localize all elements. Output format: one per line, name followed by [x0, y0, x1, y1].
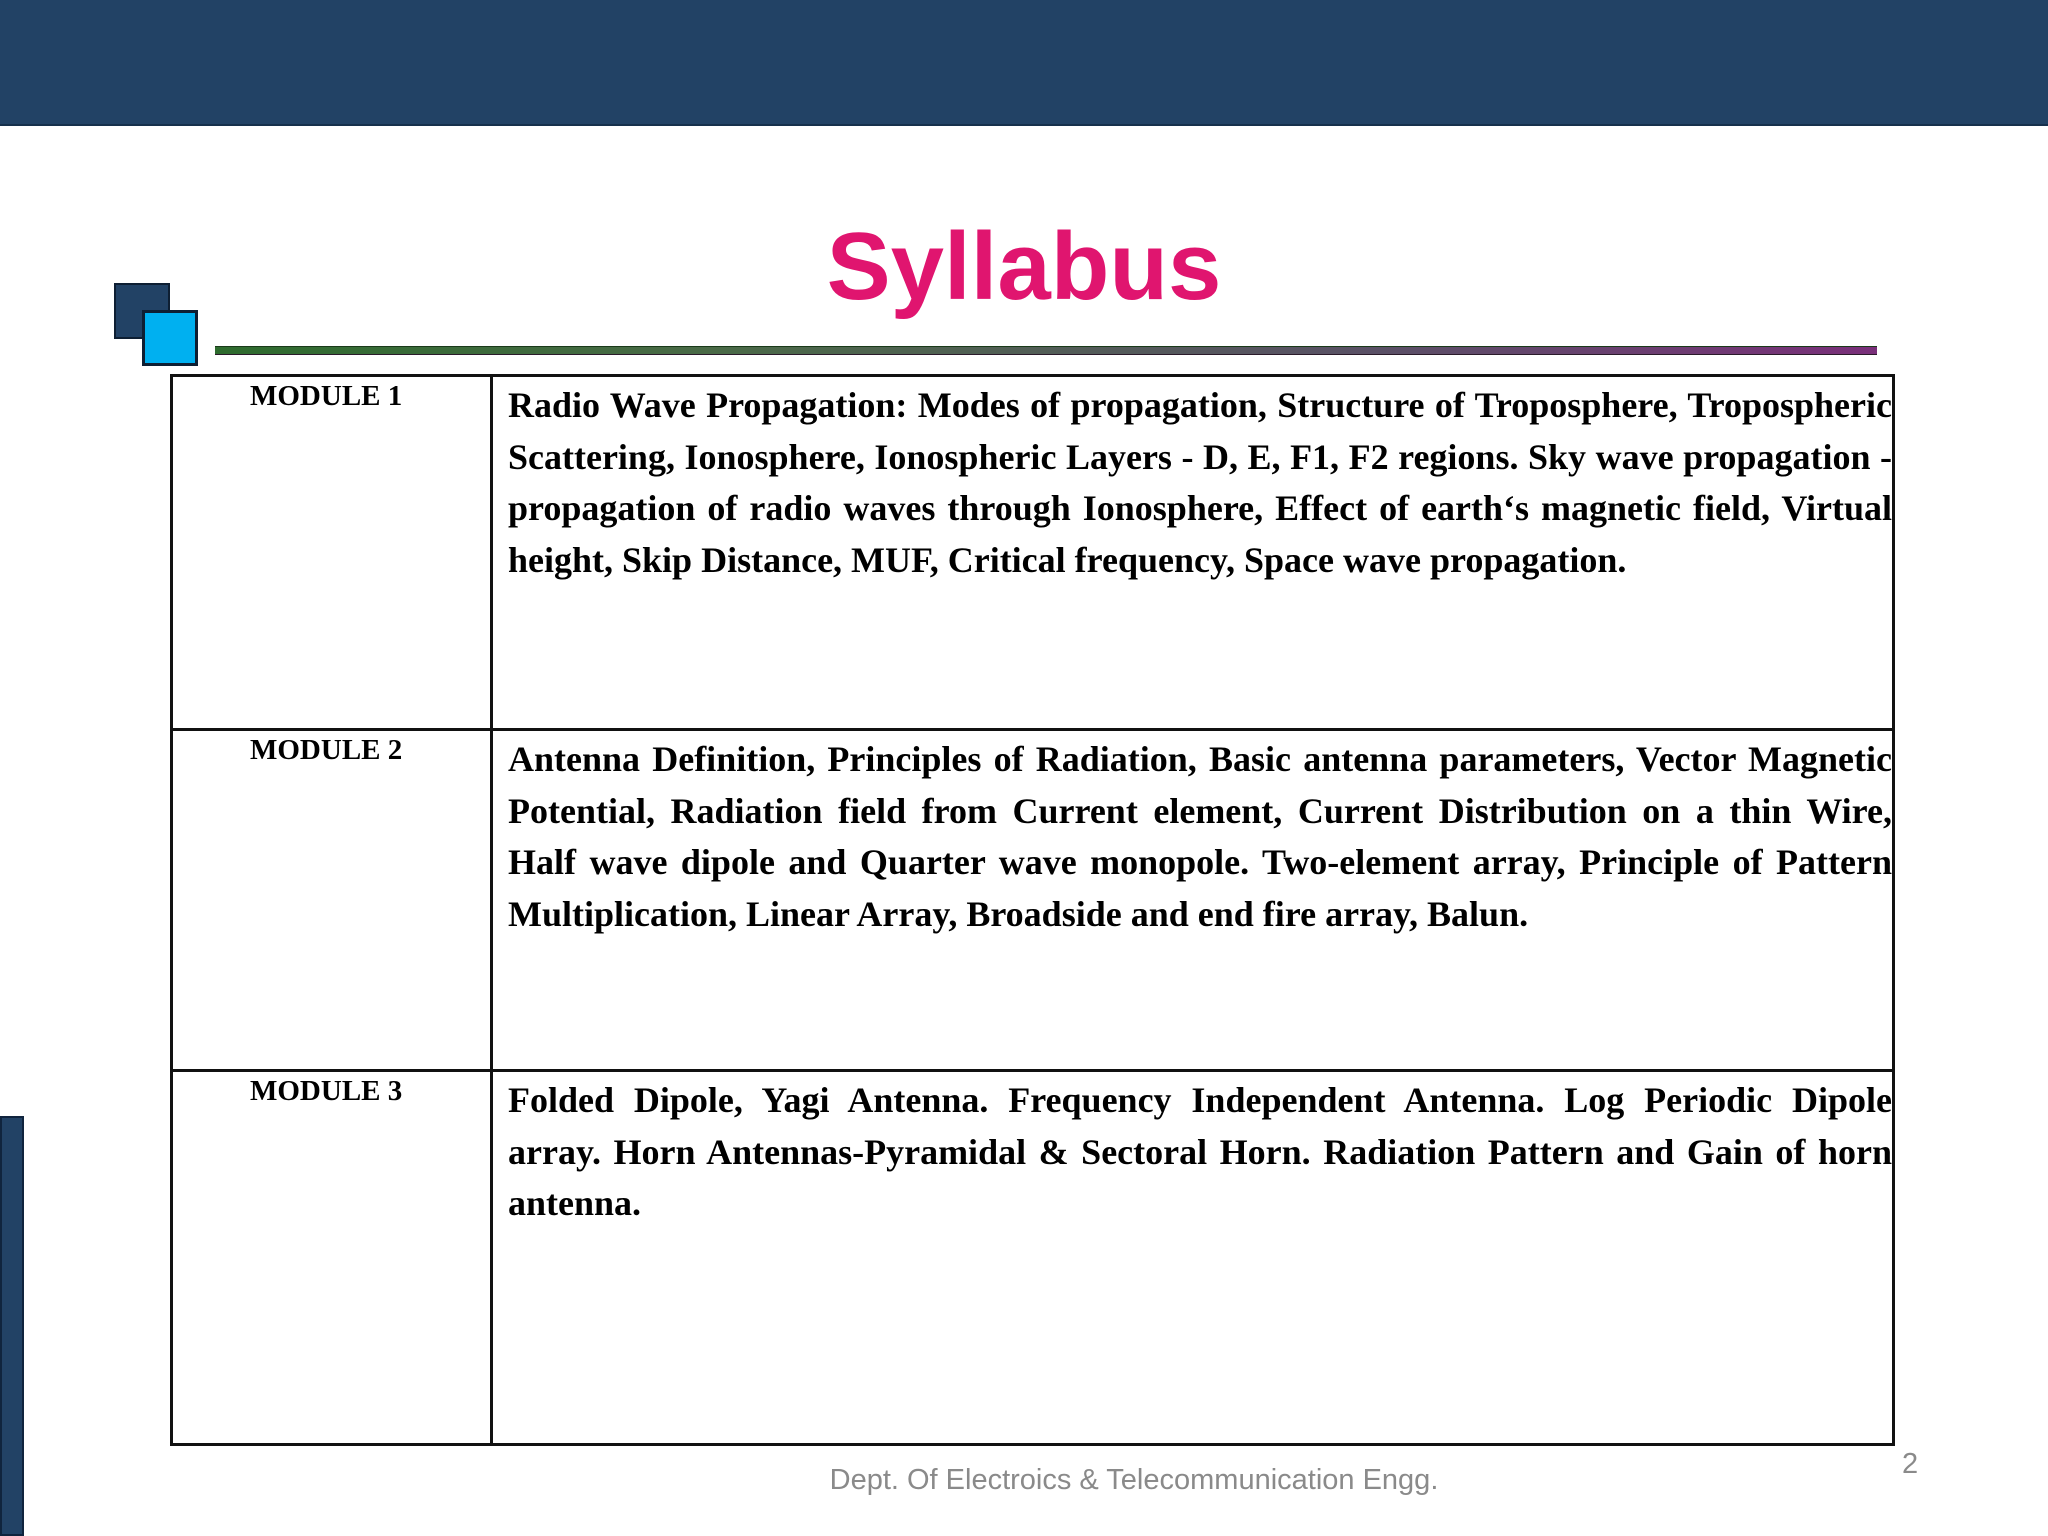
- title-divider: [215, 346, 1877, 355]
- module-label-cell: [172, 376, 492, 730]
- module-description: Folded Dipole, Yagi Antenna. Frequency Independent Antenna. Log Periodic Dipole array. Horn Antennas-Pyramidal & Sectoral Horn. Radiation Pattern and Gain of horn antenna.: [508, 1080, 1892, 1223]
- table-row: [172, 730, 1894, 1071]
- table-row: [172, 376, 1894, 730]
- header-bar: [0, 0, 2048, 126]
- table-row: [172, 1071, 1894, 1445]
- module-content-cell: [492, 730, 1894, 1071]
- module-label: MODULE 3: [250, 1075, 403, 1107]
- syllabus-table: [170, 374, 1895, 1446]
- module-description: Antenna Definition, Principles of Radiation, Basic antenna parameters, Vector Magnetic Potential, Radiation field from Current element, Current Distribution on a thin Wire, Half wave dipole and Quarter wave monopole. Two-element array, Principle of Pattern Multiplication, Linear Array, Broadside and end fire array, Balun.: [508, 739, 1892, 934]
- page-title: Syllabus: [826, 213, 1222, 320]
- module-content-cell: [492, 376, 1894, 730]
- module-label: MODULE 1: [250, 380, 403, 412]
- module-content-cell: [492, 1071, 1894, 1445]
- footer-department: Dept. Of Electroics & Telecommunication Engg.: [829, 1464, 1439, 1496]
- page-number: 2: [1902, 1448, 1919, 1480]
- module-description: Radio Wave Propagation: Modes of propagation, Structure of Troposphere, Tropospheric Scattering, Ionosphere, Ionospheric Layers - D, E, F1, F2 regions. Sky wave propagation - propagation of radio waves through Ionosphere, Effect of earth‘s magnetic field, Virtual height, Skip Distance, MUF, Critical frequency, Space wave propagation.: [508, 385, 1892, 580]
- module-label: MODULE 2: [250, 734, 403, 766]
- module-label-cell: [172, 1071, 492, 1445]
- module-label-cell: [172, 730, 492, 1071]
